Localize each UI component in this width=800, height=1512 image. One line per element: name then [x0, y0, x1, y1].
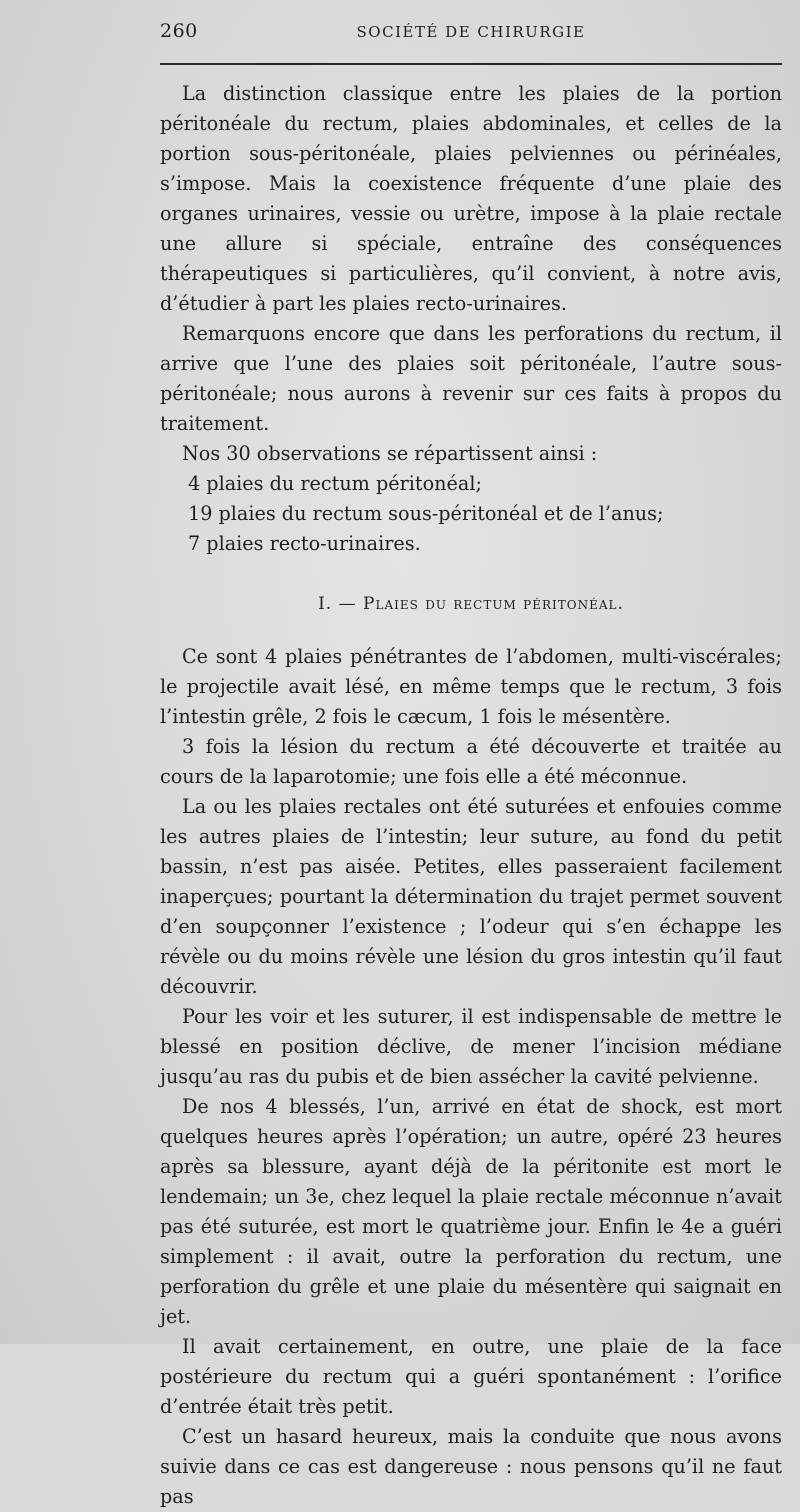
- paragraph: La distinction classique entre les plaies de la portion péritonéale du rectum, plaies abdominales, et celles de la portion sous-péritonéale, plaies pelviennes ou périnéales, s’impose. Mais la coexistence fréquente d’une plaie des organes urinaires, vessie ou urètre, impose à la plaie rectale une allure si spéciale, entraîne des conséquences thérapeutiques si particulières, qu’il convient, à notre avis, d’étudier à part les plaies recto-urinaires.: [160, 82, 782, 315]
- list-item: 7 plaies recto-urinaires.: [188, 532, 421, 555]
- list-item: 19 plaies du rectum sous-péritonéal et de l’anus;: [188, 502, 664, 525]
- paragraph: C’est un hasard heureux, mais la conduite que nous avons suivie dans ce cas est dangereuse : nous pensons qu’il ne faut pas: [160, 1425, 782, 1508]
- paragraph: Ce sont 4 plaies pénétrantes de l’abdomen, multi-viscérales; le projectile avait lésé, en même temps que le rectum, 3 fois l’intestin grêle, 2 fois le cæcum, 1 fois le mésentère.: [160, 645, 782, 728]
- paragraph: De nos 4 blessés, l’un, arrivé en état de shock, est mort quelques heures après l’opération; un autre, opéré 23 heures après sa blessure, ayant déjà de la péritonite est mort le lendemain; un 3e, chez lequel la plaie rectale méconnue n’avait pas été suturée, est mort le quatrième jour. Enfin le 4e a guéri simplement : il avait, outre la perforation du rectum, une perforation du grêle et une plaie du mésentère qui saignait en jet.: [160, 1095, 782, 1328]
- paragraph: Nos 30 observations se répartissent ainsi :: [182, 442, 598, 465]
- section-title: Plaies du rectum péritonéal.: [363, 594, 624, 614]
- page-header: [160, 18, 782, 48]
- page-number: 260: [160, 20, 198, 42]
- running-head: SOCIÉTÉ DE CHIRURGIE: [356, 23, 586, 41]
- paragraph: La ou les plaies rectales ont été suturées et enfouies comme les autres plaies de l’intestin; leur suture, au fond du petit bassin, n’est pas aisée. Petites, elles passeraient facilement inaperçues; pourtant la détermination du trajet permet souvent d’en soupçonner l’existence ; l’odeur qui s’en échappe les révèle ou du moins révèle une lésion du gros intestin qu’il faut découvrir.: [160, 795, 782, 998]
- list-item: 4 plaies du rectum péritonéal;: [188, 472, 482, 495]
- paragraph: 3 fois la lésion du rectum a été découverte et traitée au cours de la laparotomie; une fois elle a été méconnue.: [160, 735, 782, 788]
- observations-list: [160, 469, 782, 559]
- section-number: I. —: [318, 594, 357, 614]
- paragraph: Il avait certainement, en outre, une plaie de la face postérieure du rectum qui a guéri spontanément : l’orifice d’entrée était très petit.: [160, 1335, 782, 1418]
- paragraph: Remarquons encore que dans les perforations du rectum, il arrive que l’une des plaies soit péritonéale, l’autre sous-péritonéale; nous aurons à revenir sur ces faits à propos du traitement.: [160, 322, 782, 435]
- paragraph: Pour les voir et les suturer, il est indispensable de mettre le blessé en position déclive, de mener l’incision médiane jusqu’au ras du pubis et de bien assécher la cavité pelvienne.: [160, 1005, 782, 1088]
- header-rule: [160, 63, 782, 65]
- section-heading: [160, 589, 782, 619]
- body-text: [160, 79, 782, 1512]
